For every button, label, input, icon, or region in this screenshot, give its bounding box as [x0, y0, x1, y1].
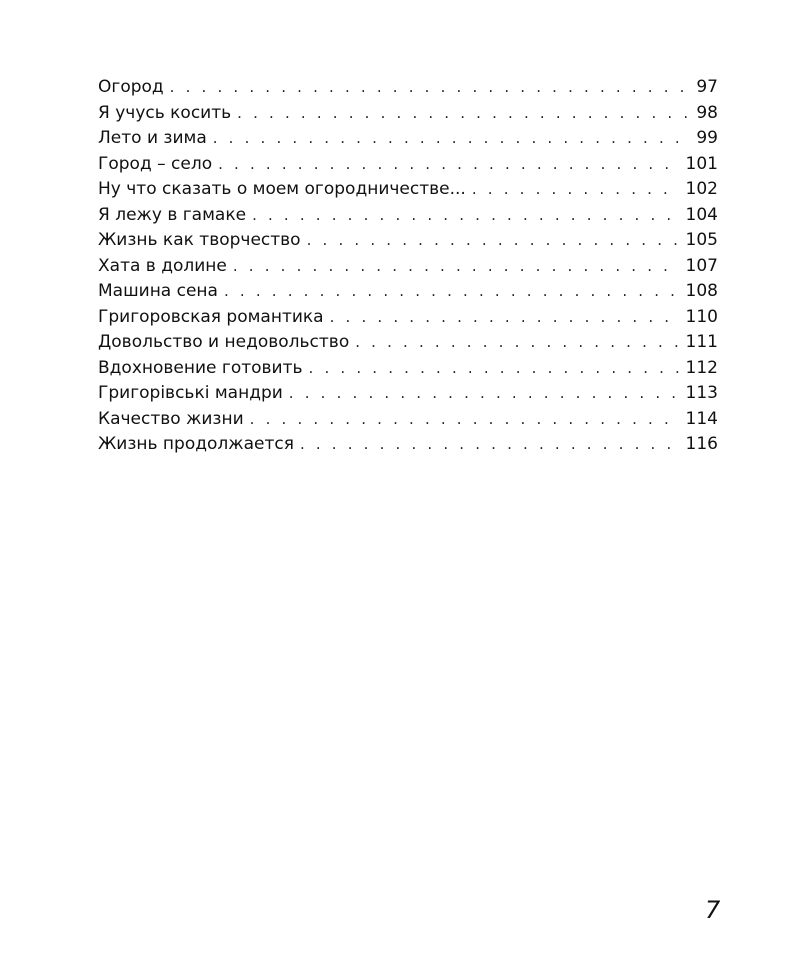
toc-leader-dots — [307, 228, 680, 254]
toc-entry-page: 99 — [696, 128, 718, 148]
toc-leader-dots — [250, 407, 680, 433]
toc-leader-dots — [300, 432, 680, 458]
toc-entry-title: Григорівські мандри — [98, 383, 283, 403]
toc-entry — [98, 75, 718, 101]
toc-entry — [98, 126, 718, 152]
toc-leader-dots — [218, 152, 679, 178]
toc-entry-title: Хата в долине — [98, 255, 227, 276]
toc-entry-page: 111 — [685, 332, 718, 352]
toc-entry — [98, 432, 718, 458]
page-number: 7 — [705, 896, 721, 924]
toc-entry-title: Григоровская романтика — [98, 306, 324, 327]
toc-entry-title: Я лежу в гамаке — [98, 204, 247, 225]
toc-entry — [98, 177, 718, 203]
toc-entry-page: 114 — [685, 408, 718, 429]
toc-entry-page: 102 — [685, 179, 718, 199]
toc-entry — [98, 228, 718, 254]
toc-entry-title: Довольство и недовольство — [98, 332, 350, 352]
toc-entry — [98, 152, 718, 178]
toc-entry — [98, 101, 718, 127]
toc-entry — [98, 279, 718, 305]
toc-entry-title: Жизнь продолжается — [98, 434, 294, 454]
toc-entry — [98, 407, 718, 433]
toc-entry-page: 105 — [685, 230, 718, 250]
toc-leader-dots — [330, 305, 680, 331]
toc-entry-title: Вдохновение готовить — [98, 357, 303, 378]
toc-entry-page: 108 — [685, 281, 718, 301]
toc-entry-page: 101 — [685, 153, 718, 174]
toc-leader-dots — [472, 177, 680, 203]
toc-entry-title: Машина сена — [98, 281, 218, 301]
table-of-contents — [98, 75, 718, 458]
toc-entry-page: 116 — [685, 434, 718, 454]
toc-entry-page: 110 — [685, 306, 718, 327]
toc-leader-dots — [213, 126, 691, 152]
toc-entry-page: 104 — [685, 204, 718, 225]
toc-leader-dots — [355, 330, 679, 356]
toc-entry-title: Жизнь как творчество — [98, 230, 301, 250]
toc-entry — [98, 381, 718, 407]
toc-leader-dots — [237, 101, 690, 127]
toc-entry — [98, 203, 718, 229]
toc-leader-dots — [233, 254, 680, 280]
toc-entry-title: Город – село — [98, 153, 213, 174]
toc-leader-dots — [289, 381, 680, 407]
toc-entry-page: 107 — [685, 255, 718, 276]
toc-leader-dots — [309, 356, 680, 382]
toc-leader-dots — [252, 203, 679, 229]
toc-leader-dots — [224, 279, 680, 305]
toc-entry-title: Лето и зима — [98, 128, 207, 148]
toc-entry-page: 98 — [696, 102, 718, 123]
toc-entry-title: Огород — [98, 77, 164, 97]
toc-entry-page: 97 — [696, 77, 718, 97]
toc-entry — [98, 356, 718, 382]
toc-entry — [98, 330, 718, 356]
toc-entry-title: Ну что сказать о моем огородничестве... — [98, 179, 466, 199]
toc-entry-title: Я учусь косить — [98, 102, 232, 123]
toc-entry-page: 113 — [685, 383, 718, 403]
toc-leader-dots — [170, 75, 691, 101]
toc-entry — [98, 254, 718, 280]
toc-entry-title: Качество жизни — [98, 408, 244, 429]
toc-entry-page: 112 — [685, 357, 718, 378]
toc-entry — [98, 305, 718, 331]
